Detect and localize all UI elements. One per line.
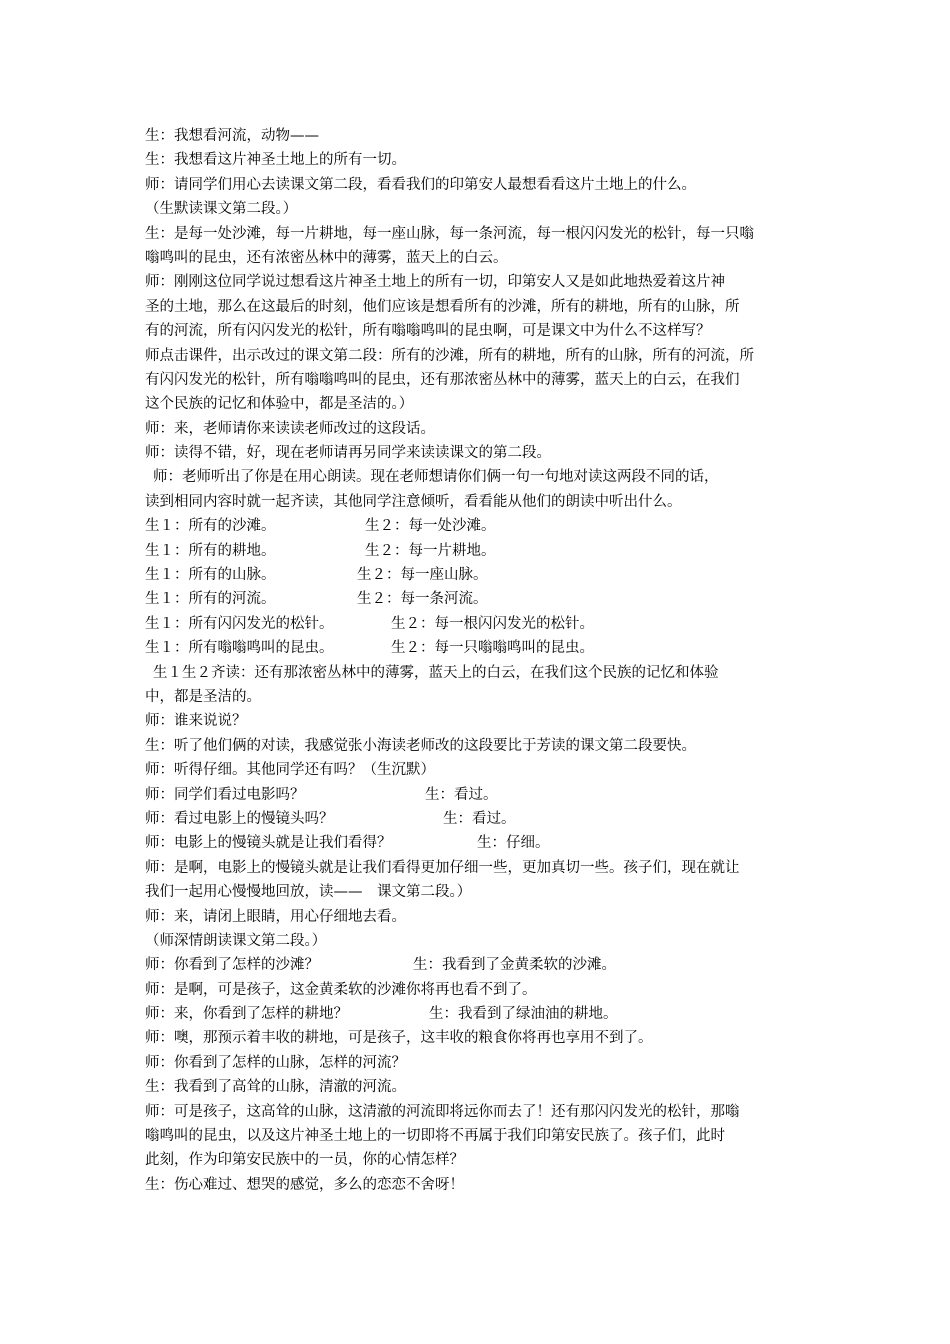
qa-row xyxy=(145,807,815,831)
qa-teacher: 师：同学们看过电影吗？ xyxy=(145,786,305,803)
qa-student: 生：我看到了绿油油的耕地。 xyxy=(429,1006,618,1023)
text-line: 有闪闪发光的松针，所有嗡嗡鸣叫的昆虫，还有那浓密丛林中的薄雾，蓝天上的白云，在我们 xyxy=(145,371,740,388)
dialog-student1: 生１：所有嗡嗡鸣叫的昆虫。 xyxy=(145,640,334,657)
dialog-row xyxy=(145,612,815,636)
dialog-student2: 生２：每一条河流。 xyxy=(357,591,488,608)
dialog-student2: 生２：每一根闪闪发光的松针。 xyxy=(391,615,594,632)
dialog-row xyxy=(145,636,815,660)
text-line: 生：我想看河流，动物—— xyxy=(145,128,319,144)
qa-row xyxy=(145,831,815,855)
text-line: 生１生２齐读：还有那浓密丛林中的薄雾，蓝天上的白云，在我们这个民族的记忆和体验 xyxy=(153,664,719,681)
dialog-student2: 生２：每一座山脉。 xyxy=(357,567,488,584)
text-line: 生：伤心难过、想哭的感觉，多么的恋恋不舍呀！ xyxy=(145,1176,464,1193)
dialog-student1: 生１：所有的沙滩。 xyxy=(145,518,276,535)
dialog-row xyxy=(145,587,815,611)
dialog-student1: 生１：所有的山脉。 xyxy=(145,567,276,584)
dialog-student2: 生２：每一只嗡嗡鸣叫的昆虫。 xyxy=(391,640,594,657)
qa-student: 生：看过。 xyxy=(425,786,498,803)
qa-teacher: 师：来，你看到了怎样的耕地？ xyxy=(145,1006,348,1023)
text-line: 师：老师听出了你是在用心朗读。现在老师想请你们俩一句一句地对读这两段不同的话， xyxy=(153,469,719,486)
qa-student: 生：仔细。 xyxy=(477,835,550,852)
qa-teacher: 师：电影上的慢镜头就是让我们看得？ xyxy=(145,835,392,852)
text-line: 师：是啊，电影上的慢镜头就是让我们看得更加仔细一些，更加真切一些。孩子们，现在就让 xyxy=(145,859,740,876)
document-page xyxy=(145,124,815,1197)
text-line: 嗡鸣叫的昆虫，以及这片神圣土地上的一切即将不再属于我们印第安民族了。孩子们，此时 xyxy=(145,1128,725,1145)
text-line: 师：来，老师请你来读读老师改过的这段话。 xyxy=(145,420,435,437)
qa-teacher: 师：看过电影上的慢镜头吗？ xyxy=(145,810,334,827)
text-line: 师：谁来说说？ xyxy=(145,713,247,730)
text-line: （生默读课文第二段。） xyxy=(145,201,298,218)
text-line: 师：刚刚这位同学说过想看这片神圣土地上的所有一切，印第安人又是如此地热爱着这片神 xyxy=(145,274,725,291)
dialog-row xyxy=(145,539,815,563)
text-line: 师：请同学们用心去读课文第二段，看看我们的印第安人最想看看这片土地上的什么。 xyxy=(145,176,696,193)
qa-row xyxy=(145,953,815,977)
text-line: 中，都是圣洁的。 xyxy=(145,688,261,705)
text-line: 师：听得仔细。其他同学还有吗？（生沉默） xyxy=(145,762,435,779)
dialog-student1: 生１：所有的河流。 xyxy=(145,591,276,608)
text-line: 生：我想看这片神圣土地上的所有一切。 xyxy=(145,152,406,169)
text-line: 生：我看到了高耸的山脉，清澈的河流。 xyxy=(145,1079,406,1096)
dialog-row xyxy=(145,563,815,587)
text-line: 读到相同内容时就一起齐读，其他同学注意倾听，看看能从他们的朗读中听出什么。 xyxy=(145,493,682,510)
text-line: 师：你看到了怎样的山脉，怎样的河流？ xyxy=(145,1054,406,1071)
qa-teacher: 师：你看到了怎样的沙滩？ xyxy=(145,957,319,974)
qa-row xyxy=(145,1002,815,1026)
dialog-student1: 生１：所有的耕地。 xyxy=(145,542,276,559)
text-line: 师：噢，那预示着丰收的耕地，可是孩子，这丰收的粮食你将再也享用不到了。 xyxy=(145,1030,653,1047)
text-line: 师：读得不错，好，现在老师请再另同学来读读课文的第二段。 xyxy=(145,445,551,462)
text-line: 师点击课件，出示改过的课文第二段：所有的沙滩，所有的耕地，所有的山脉，所有的河流，所 xyxy=(145,347,754,364)
dialog-row xyxy=(145,514,815,538)
text-line: 这个民族的记忆和体验中，都是圣洁的。） xyxy=(145,396,414,413)
text-line: 师：可是孩子，这高耸的山脉，这清澈的河流即将远你而去了！还有那闪闪发光的松针，那嗡 xyxy=(145,1103,740,1120)
dialog-student1: 生１：所有闪闪发光的松针。 xyxy=(145,615,334,632)
text-line: 我们一起用心慢慢地回放，读—— 课文第二段。） xyxy=(145,884,472,901)
dialog-student2: 生２：每一处沙滩。 xyxy=(365,518,496,535)
text-line: 圣的土地，那么在这最后的时刻，他们应该是想看所有的沙滩，所有的耕地，所有的山脉，所 xyxy=(145,298,740,315)
text-line: 师：来，请闭上眼睛，用心仔细地去看。 xyxy=(145,908,406,925)
qa-student: 生：看过。 xyxy=(443,810,516,827)
text-line: 有的河流，所有闪闪发光的松针，所有嗡嗡鸣叫的昆虫啊，可是课文中为什么不这样写？ xyxy=(145,323,711,340)
text-line: （师深情朗读课文第二段。） xyxy=(145,932,327,949)
text-line: 生：听了他们俩的对读，我感觉张小海读老师改的这段要比于芳读的课文第二段要快。 xyxy=(145,737,696,754)
qa-student: 生：我看到了金黄柔软的沙滩。 xyxy=(413,957,616,974)
text-line: 生：是每一处沙滩，每一片耕地，每一座山脉，每一条河流，每一根闪闪发光的松针，每一只嗡 xyxy=(145,225,754,242)
qa-row xyxy=(145,783,815,807)
text-line: 师：是啊，可是孩子，这金黄柔软的沙滩你将再也看不到了。 xyxy=(145,981,537,998)
text-line: 嗡鸣叫的昆虫，还有浓密丛林中的薄雾，蓝天上的白云。 xyxy=(145,249,508,266)
text-line: 此刻，作为印第安民族中的一员，你的心情怎样？ xyxy=(145,1152,464,1169)
dialog-student2: 生２：每一片耕地。 xyxy=(365,542,496,559)
